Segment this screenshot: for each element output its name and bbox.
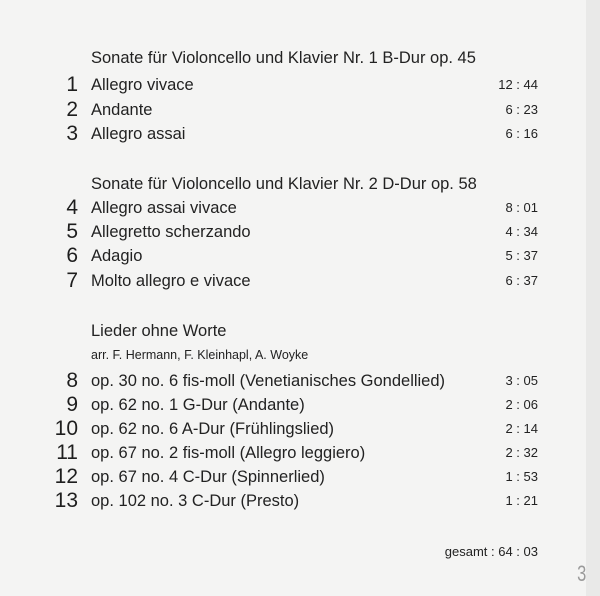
track-row <box>0 441 600 465</box>
track-title: op. 30 no. 6 fis-moll (Venetianisches Gondellied) <box>91 372 446 390</box>
track-row <box>0 73 600 97</box>
section-heading: Lieder ohne Worte <box>91 322 227 340</box>
track-time: 2 : 32 <box>505 445 538 460</box>
track-number: 6 <box>66 244 78 267</box>
track-time: 2 : 06 <box>505 397 538 412</box>
track-number: 8 <box>66 369 78 392</box>
track-time: 2 : 14 <box>505 421 538 436</box>
track-row <box>0 98 600 122</box>
track-row <box>0 489 600 513</box>
track-title: op. 102 no. 3 C-Dur (Presto) <box>91 492 300 510</box>
track-time: 1 : 21 <box>505 493 538 508</box>
track-number: 7 <box>66 269 78 292</box>
track-number: 4 <box>66 196 78 219</box>
track-number: 10 <box>54 417 78 440</box>
track-number: 12 <box>54 465 78 488</box>
page-number: 3 <box>576 561 586 586</box>
track-time: 4 : 34 <box>505 224 538 239</box>
track-time: 6 : 23 <box>505 102 538 117</box>
arranger-credit: arr. F. Hermann, F. Kleinhapl, A. Woyke <box>91 348 309 362</box>
track-row <box>0 269 600 293</box>
track-title: op. 62 no. 1 G-Dur (Andante) <box>91 396 305 414</box>
track-number: 9 <box>66 393 78 416</box>
track-title: Allegro assai vivace <box>91 199 237 217</box>
track-row <box>0 196 600 220</box>
track-title: Andante <box>91 101 153 119</box>
track-row <box>0 220 600 244</box>
track-time: 6 : 37 <box>505 273 538 288</box>
track-time: 12 : 44 <box>498 77 538 92</box>
track-row <box>0 393 600 417</box>
track-title: Allegro vivace <box>91 76 194 94</box>
track-title: Adagio <box>91 247 143 265</box>
track-number: 5 <box>66 220 78 243</box>
track-number: 13 <box>54 489 78 512</box>
track-title: op. 67 no. 4 C-Dur (Spinnerlied) <box>91 468 325 486</box>
track-time: 6 : 16 <box>505 126 538 141</box>
track-row <box>0 122 600 146</box>
section-heading: Sonate für Violoncello und Klavier Nr. 2 D-Dur op. 58 <box>91 175 477 193</box>
track-title: op. 62 no. 6 A-Dur (Frühlingslied) <box>91 420 335 438</box>
total-duration: gesamt : 64 : 03 <box>444 544 538 559</box>
track-number: 3 <box>66 122 78 145</box>
section-heading: Sonate für Violoncello und Klavier Nr. 1 B-Dur op. 45 <box>91 49 476 67</box>
track-number: 11 <box>56 441 78 464</box>
track-time: 3 : 05 <box>505 373 538 388</box>
track-title: op. 67 no. 2 fis-moll (Allegro leggiero) <box>91 444 366 462</box>
track-row <box>0 244 600 268</box>
track-row <box>0 417 600 441</box>
track-title: Molto allegro e vivace <box>91 272 251 290</box>
track-number: 2 <box>66 98 78 121</box>
track-time: 8 : 01 <box>505 200 538 215</box>
track-time: 1 : 53 <box>505 469 538 484</box>
track-title: Allegretto scherzando <box>91 223 251 241</box>
track-title: Allegro assai <box>91 125 186 143</box>
track-number: 1 <box>66 73 78 96</box>
track-time: 5 : 37 <box>505 248 538 263</box>
track-row <box>0 465 600 489</box>
track-row <box>0 369 600 393</box>
